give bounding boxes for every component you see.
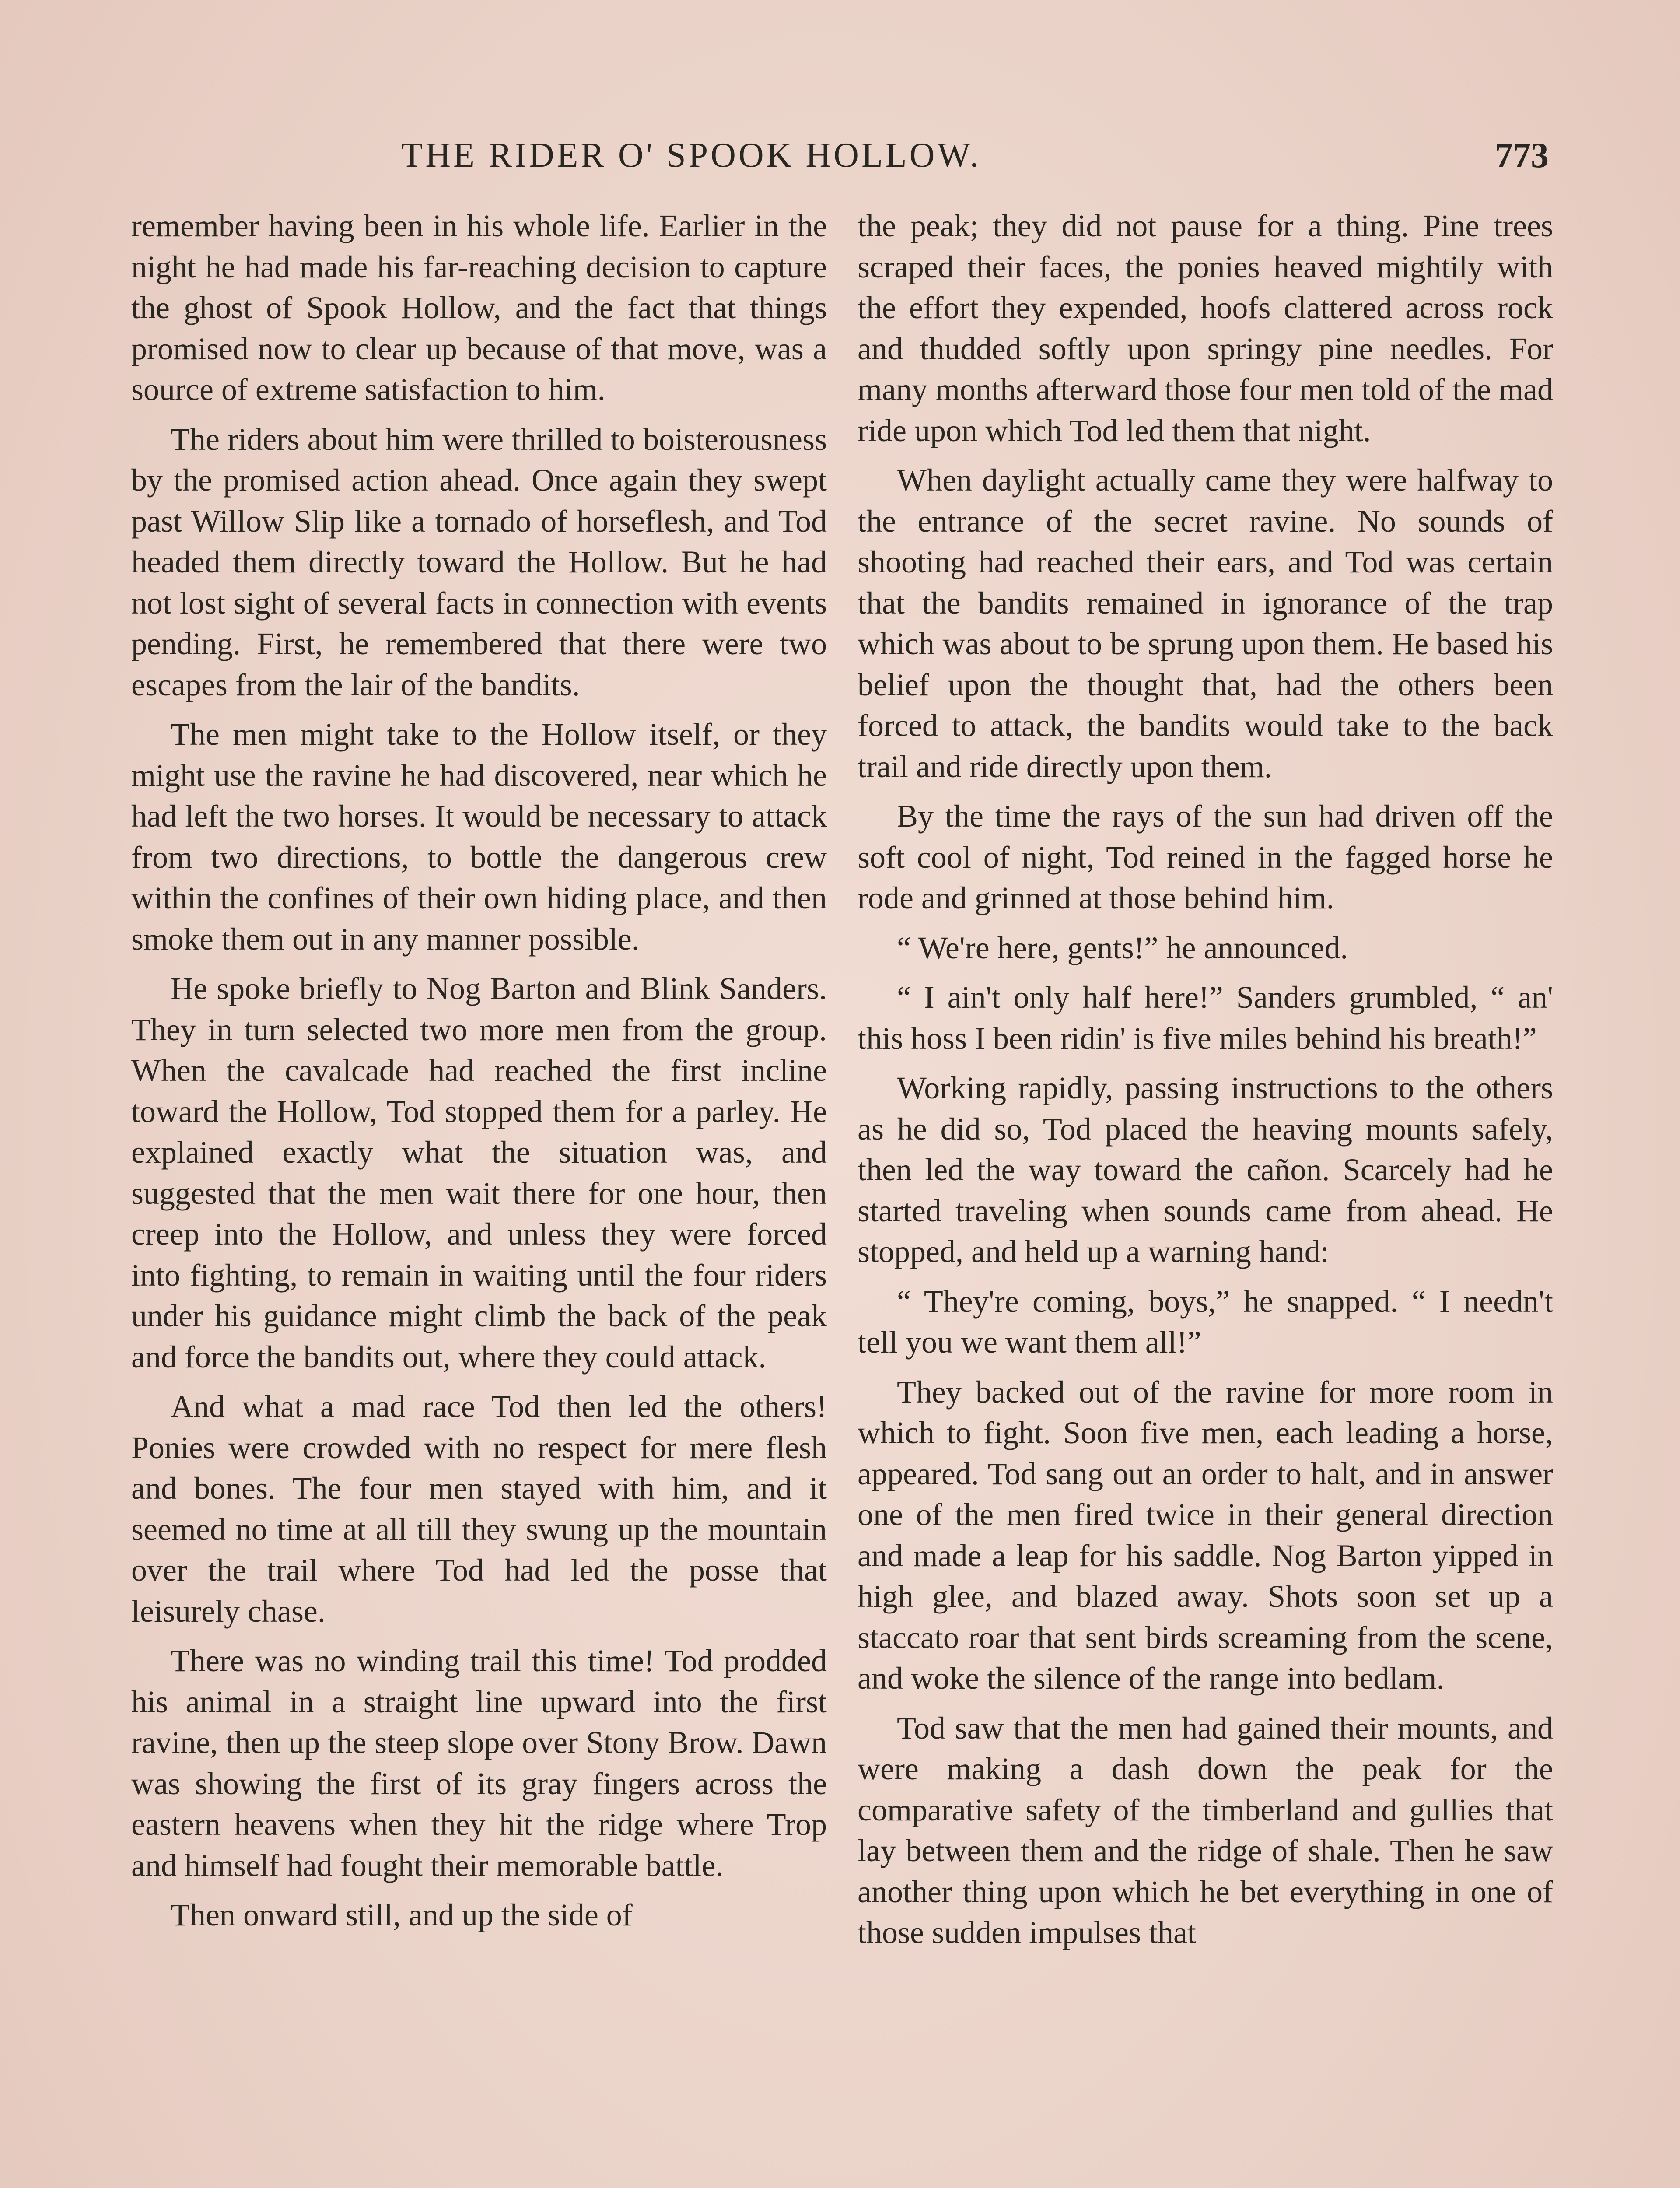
paragraph: He spoke briefly to Nog Barton and Blink Sanders. They in turn selected two more men from the group. When the cavalcade had reached the first incline toward the Hollow, Tod stopped them for a parley. He explained exactly what the situation was, and suggested that the men wait there for one hour, then creep into the Hollow, and unless they were forced into fighting, to remain in waiting until the four riders under his guidance might climb the back of the peak and force the bandits out, where they could attack.: [131, 971, 827, 1375]
paragraph: “ They're coming, boys,” he snapped. “ I needn't tell you we want them all!”: [858, 1283, 1553, 1360]
running-title: THE RIDER O' SPOOK HOLLOW.: [401, 136, 981, 175]
paragraph: “ We're here, gents!” he announced.: [897, 930, 1348, 965]
paragraph: By the time the rays of the sun had driven off the soft cool of night, Tod reined in the fagged horse he rode and grinned at those behind him.: [858, 799, 1553, 915]
paragraph: remember having been in his whole life. Earlier in the night he had made his far-reaching decision to capture the ghost of Spook Hollow, and the fact that things promised now to clear up because of that move, was a source of extreme satisfaction to him.: [131, 208, 827, 407]
paragraph: “ I ain't only half here!” Sanders grumbled, “ an' this hoss I been ridin' is five miles behind his breath!”: [858, 980, 1553, 1056]
paragraph: When daylight actually came they were halfway to the entrance of the secret ravine. No sounds of shooting had reached their ears, and Tod was certain that the bandits remained in ignorance of the trap which was about to be sprung upon them. He based his belief upon the thought that, had the others been forced to attack, the bandits would take to the back trail and ride directly upon them.: [858, 463, 1553, 784]
paragraph: Then onward still, and up the side of: [171, 1897, 633, 1932]
paragraph: the peak; they did not pause for a thing. Pine trees scraped their faces, the ponies heaved mightily with the effort they expended, hoofs clattered across rock and thudded softly upon springy pine needles. For many months afterward those four men told of the mad ride upon which Tod led them that night.: [858, 208, 1553, 448]
paragraph: And what a mad race Tod then led the others! Ponies were crowded with no respect for mere flesh and bones. The four men stayed with him, and it seemed no time at all till they swung up the mountain over the trail where Tod had led the posse that leisurely chase.: [131, 1389, 827, 1629]
page-number: 773: [1495, 135, 1549, 175]
running-head: [131, 131, 1549, 179]
paragraph: The riders about him were thrilled to boisterousness by the promised action ahead. Once again they swept past Willow Slip like a tornado of horseflesh, and Tod headed them directly toward the Hollow. But he had not lost sight of several facts in connection with events pending. First, he remembered that there were two escapes from the lair of the bandits.: [131, 421, 827, 702]
paragraph: They backed out of the ravine for more room in which to fight. Soon five men, each leading a horse, appeared. Tod sang out an order to halt, and in answer one of the men fired twice in their general direction and made a leap for his saddle. Nog Barton yipped in high glee, and blazed away. Shots soon set up a staccato roar that sent birds screaming from the scene, and woke the silence of the range into bedlam.: [858, 1374, 1553, 1696]
paragraph: Tod saw that the men had gained their mounts, and were making a dash down the peak for the comparative safety of the timberland and gullies that lay between them and the ridge of shale. Then he saw another thing upon which he bet everything in one of those sudden impulses that: [858, 1710, 1553, 1950]
left-column: [131, 206, 827, 2188]
paragraph: Working rapidly, passing instructions to the others as he did so, Tod placed the heaving mounts safely, then led the way toward the cañon. Scarcely had he started traveling when sounds came from ahead. He stopped, and held up a warning hand:: [858, 1070, 1553, 1269]
right-column: [858, 206, 1553, 2188]
paragraph: The men might take to the Hollow itself, or they might use the ravine he had discovered, near which he had left the two horses. It would be necessary to attack from two directions, to bottle the dangerous crew within the confines of their own hiding place, and then smoke them out in any manner possible.: [131, 717, 827, 957]
paragraph: There was no winding trail this time! Tod prodded his animal in a straight line upward into the first ravine, then up the steep slope over Stony Brow. Dawn was showing the first of its gray fingers across the eastern heavens when they hit the ridge where Trop and himself had fought their memorable battle.: [131, 1643, 827, 1883]
